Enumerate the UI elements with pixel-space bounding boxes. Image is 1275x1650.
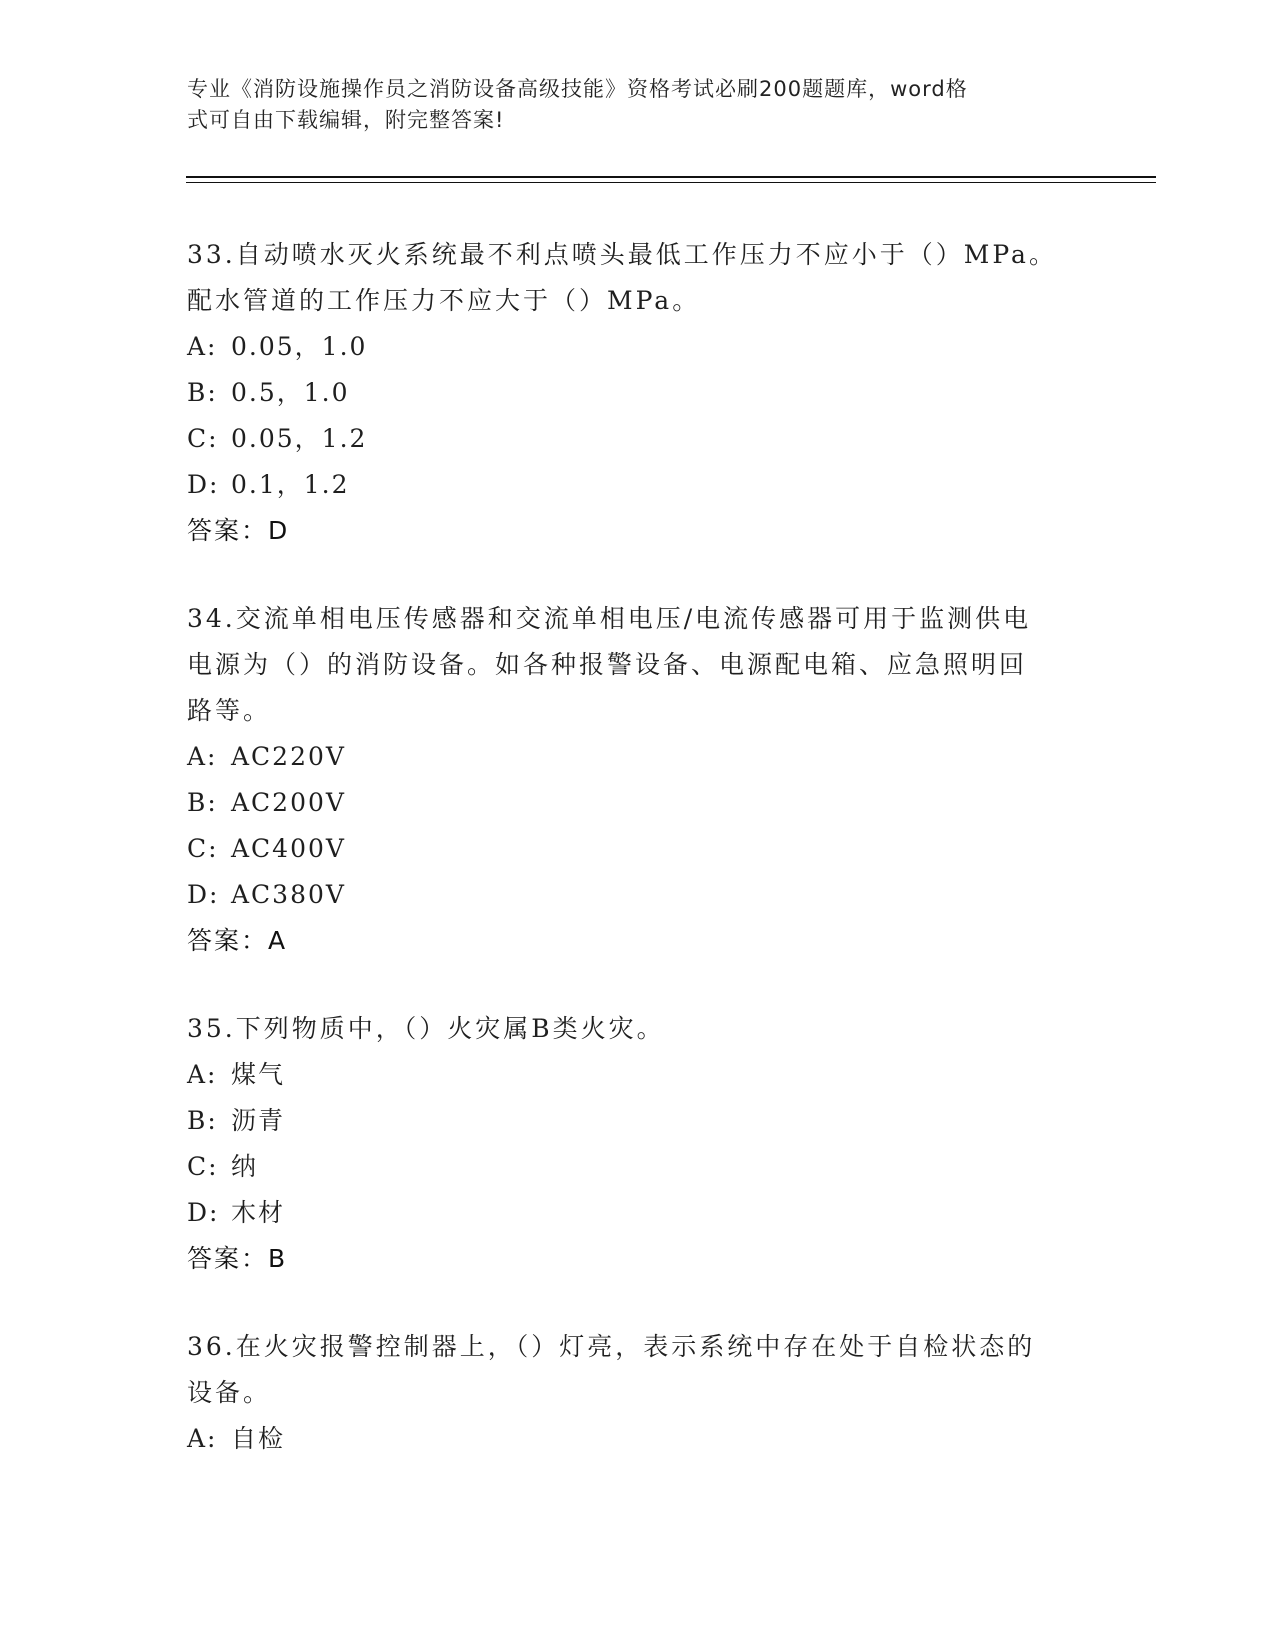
question-text	[187, 1324, 1067, 1416]
header-intro-line-2: 式可自由下载编辑，附完整答案!	[187, 108, 505, 132]
option-letter: B:	[187, 788, 218, 817]
option-text: AC380V	[231, 880, 346, 909]
question-text	[187, 596, 1067, 734]
header-divider-thick	[186, 176, 1156, 178]
question-text-line: 34.交流单相电压传感器和交流单相电压/电流传感器可用于监测供电	[187, 604, 1032, 633]
answer-line: 答案：A	[187, 926, 288, 955]
option-text: AC400V	[231, 834, 346, 863]
option-d	[187, 872, 1067, 918]
option-letter: B:	[187, 1106, 218, 1135]
option-d	[187, 1190, 1067, 1236]
question-text-line: 设备。	[187, 1378, 272, 1407]
answer-line: 答案：B	[187, 1244, 288, 1273]
option-text: AC220V	[231, 742, 346, 771]
question-text-line: 36.在火灾报警控制器上，（）灯亮，表示系统中存在处于自检状态的	[187, 1332, 1036, 1361]
question-text	[187, 1006, 1067, 1052]
option-text: 0.5，1.0	[231, 378, 350, 407]
option-text: 纳	[231, 1152, 259, 1181]
header-intro-line-1: 专业《消防设施操作员之消防设备高级技能》资格考试必刷200题题库，word格	[187, 77, 968, 101]
option-letter: D:	[187, 470, 220, 499]
option-text: 0.1，1.2	[231, 470, 350, 499]
option-letter: D:	[187, 880, 220, 909]
header-divider-thin	[186, 182, 1156, 183]
option-letter: C:	[187, 834, 219, 863]
question-text	[187, 232, 1067, 324]
option-letter: A:	[187, 1060, 218, 1089]
option-b	[187, 370, 1067, 416]
option-c	[187, 416, 1067, 462]
option-d	[187, 462, 1067, 508]
option-letter: A:	[187, 742, 218, 771]
question-list	[187, 232, 1067, 1504]
question-text-line: 33.自动喷水灭火系统最不利点喷头最低工作压力不应小于（）MPa。	[187, 240, 1057, 269]
option-letter: C:	[187, 1152, 219, 1181]
option-a	[187, 1052, 1067, 1098]
option-c	[187, 826, 1067, 872]
document-header	[187, 74, 1067, 136]
option-letter: A:	[187, 1424, 218, 1453]
question-text-line: 配水管道的工作压力不应大于（）MPa。	[187, 286, 701, 315]
answer-line: 答案：D	[187, 516, 290, 545]
question-36	[187, 1324, 1067, 1462]
option-text: 煤气	[231, 1060, 286, 1089]
option-letter: A:	[187, 332, 218, 361]
question-text-line: 35.下列物质中，（）火灾属B类火灾。	[187, 1014, 665, 1043]
question-text-line: 电源为（）的消防设备。如各种报警设备、电源配电箱、应急照明回	[187, 650, 1028, 679]
option-letter: B:	[187, 378, 218, 407]
option-a	[187, 324, 1067, 370]
option-text: 0.05，1.2	[231, 424, 368, 453]
option-b	[187, 780, 1067, 826]
option-text: 自检	[231, 1424, 286, 1453]
option-text: AC200V	[231, 788, 346, 817]
option-a	[187, 734, 1067, 780]
option-text: 木材	[231, 1198, 286, 1227]
question-35	[187, 1006, 1067, 1282]
option-b	[187, 1098, 1067, 1144]
option-letter: C:	[187, 424, 219, 453]
option-letter: D:	[187, 1198, 220, 1227]
question-33	[187, 232, 1067, 554]
option-a	[187, 1416, 1067, 1462]
question-text-line: 路等。	[187, 696, 272, 725]
option-text: 沥青	[231, 1106, 286, 1135]
option-text: 0.05，1.0	[231, 332, 368, 361]
option-c	[187, 1144, 1067, 1190]
question-34	[187, 596, 1067, 964]
